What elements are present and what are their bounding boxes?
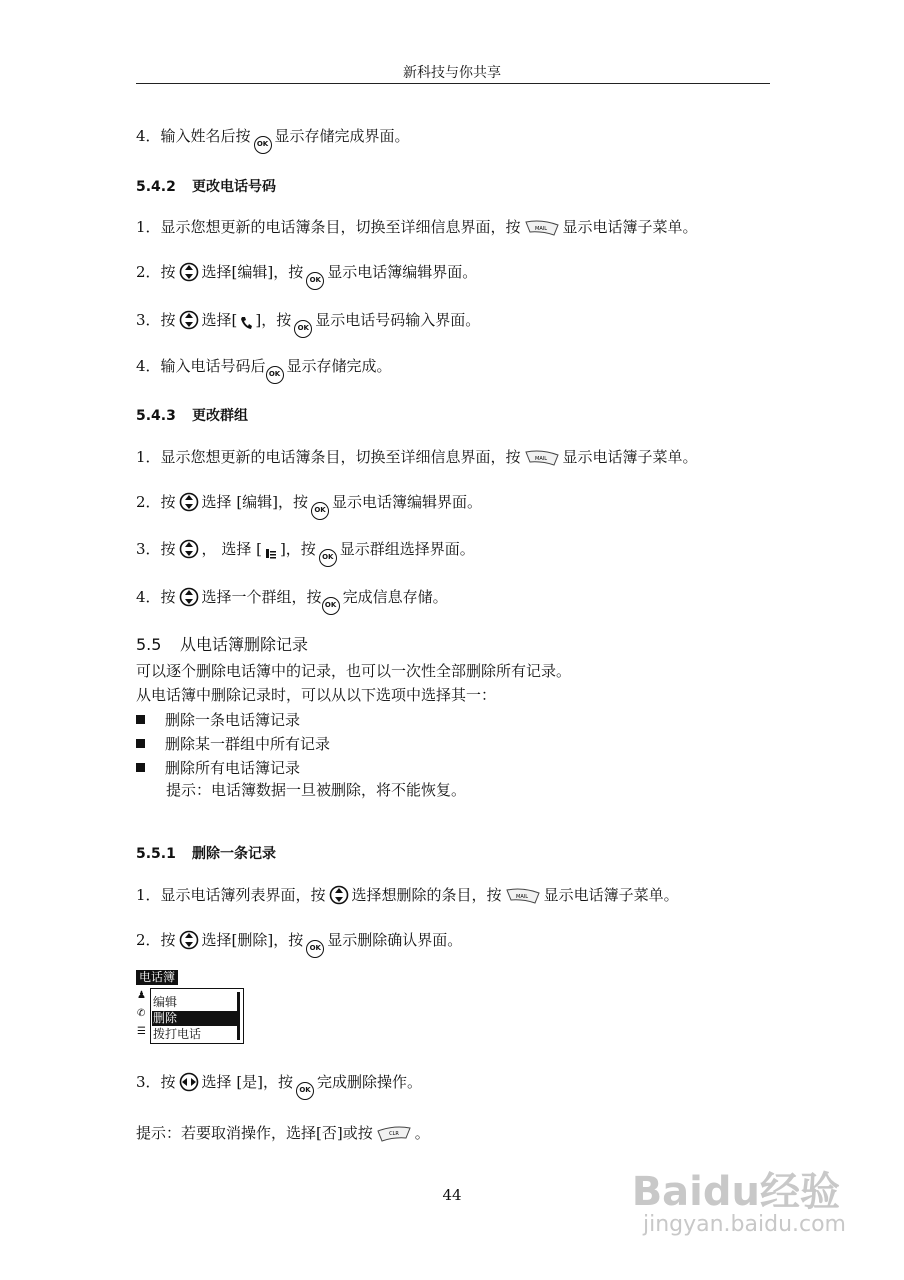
- ok-key-icon: OK: [306, 940, 324, 958]
- phone-handset-icon: [240, 316, 252, 330]
- step-line: 4．按 选择一个群组，按 OK 完成信息存储。: [136, 587, 448, 615]
- page-header: 新科技与你共享: [403, 65, 501, 81]
- tip-note: 提示：若要取消操作，选择[否]或按 CLR 。: [136, 1124, 430, 1142]
- phone-menu-item-selected[interactable]: 删除: [152, 1011, 237, 1026]
- ok-key-icon: OK: [266, 366, 284, 384]
- step-line: 3．按 选择[ ]，按 OK 显示电话号码输入界面。: [136, 310, 480, 338]
- group-icon: [265, 547, 277, 559]
- step-line: 1．显示您想更新的电话簿条目，切换至详细信息界面，按 MAIL 显示电话簿子菜单。: [136, 448, 698, 466]
- bullet-square-icon: [136, 763, 145, 772]
- mail-soft-key-icon: [505, 887, 541, 905]
- step-line: 2．按 选择[删除]，按 OK 显示删除确认界面。: [136, 930, 462, 958]
- ok-key-icon: OK: [294, 320, 312, 338]
- mail-soft-key-icon: [524, 449, 560, 467]
- nav-up-down-icon: [179, 262, 199, 282]
- bullet-item: 删除某一群组中所有记录: [136, 733, 330, 754]
- nav-up-down-icon: [179, 539, 199, 559]
- section-heading: 5.4.3 更改群组: [136, 408, 248, 424]
- bullet-square-icon: [136, 739, 145, 748]
- nav-up-down-icon: [179, 587, 199, 607]
- page-number: 44: [442, 1186, 462, 1204]
- nav-up-down-icon: [179, 310, 199, 330]
- phone-screen-title: 电话簿: [136, 970, 178, 985]
- svg-text:MAIL: MAIL: [515, 894, 528, 900]
- group-icon: ☰: [137, 1026, 146, 1037]
- phone-screen-illustration: [136, 970, 246, 1046]
- phone-scrollbar: [237, 992, 240, 1040]
- nav-up-down-icon: [329, 885, 349, 905]
- nav-left-right-icon: [179, 1072, 199, 1092]
- step-line: 4．输入电话号码后 OK 显示存储完成。: [136, 356, 392, 384]
- ok-key-icon: OK: [311, 502, 329, 520]
- step-line: 3．按 ， 选择 [ ]，按 OK 显示群组选择界面。: [136, 539, 475, 567]
- nav-up-down-icon: [179, 492, 199, 512]
- bullet-square-icon: [136, 715, 145, 724]
- step-line: 4．输入姓名后按 OK 显示存储完成界面。: [136, 126, 410, 154]
- step-line: 3．按 选择 [是]，按 OK 完成删除操作。: [136, 1072, 422, 1100]
- step-line: 1．显示您想更新的电话簿条目，切换至详细信息界面，按 MAIL 显示电话簿子菜单。: [136, 218, 698, 236]
- svg-text:CLR: CLR: [388, 1131, 399, 1137]
- section-heading: 5.4.2 更改电话号码: [136, 179, 276, 195]
- ok-key-icon: OK: [306, 272, 324, 290]
- section-heading: 5.5.1 删除一条记录: [136, 846, 276, 862]
- paragraph: 从电话簿中删除记录时，可以从以下选项中选择其一：: [136, 686, 497, 704]
- nav-up-down-icon: [179, 930, 199, 950]
- step-line: 2．按 选择[编辑]，按 OK 显示电话簿编辑界面。: [136, 262, 477, 290]
- ok-key-icon: OK: [322, 597, 340, 615]
- step-line: 1．显示电话簿列表界面，按 选择想删除的条目，按 MAIL 显示电话簿子菜单。: [136, 886, 679, 904]
- bullet-item: 删除一条电话簿记录: [136, 709, 300, 730]
- person-icon: ♟: [137, 990, 146, 1001]
- ok-key-icon: OK: [254, 136, 272, 154]
- section-heading: 5.5 从电话簿删除记录: [136, 635, 309, 654]
- phone-menu-item[interactable]: 编辑: [153, 995, 178, 1009]
- phone-menu-item[interactable]: 拨打电话: [153, 1027, 202, 1041]
- clr-soft-key-icon: [376, 1125, 412, 1143]
- baidu-watermark-url: jingyan.baidu.com: [642, 1212, 846, 1237]
- phone-handset-icon: ✆: [137, 1008, 146, 1019]
- svg-text:MAIL: MAIL: [534, 226, 547, 232]
- bullet-item: 删除所有电话簿记录: [136, 757, 300, 778]
- ok-key-icon: OK: [296, 1082, 314, 1100]
- svg-text:MAIL: MAIL: [534, 456, 547, 462]
- mail-soft-key-icon: [524, 219, 560, 237]
- baidu-watermark: Baidu经验: [631, 1169, 840, 1215]
- header-rule: [136, 83, 770, 84]
- paragraph: 可以逐个删除电话簿中的记录，也可以一次性全部删除所有记录。: [136, 662, 572, 680]
- step-line: 2．按 选择 [编辑]，按 OK 显示电话簿编辑界面。: [136, 492, 482, 520]
- ok-key-icon: OK: [319, 549, 337, 567]
- tip-note: 提示：电话簿数据一旦被删除，将不能恢复。: [166, 781, 467, 799]
